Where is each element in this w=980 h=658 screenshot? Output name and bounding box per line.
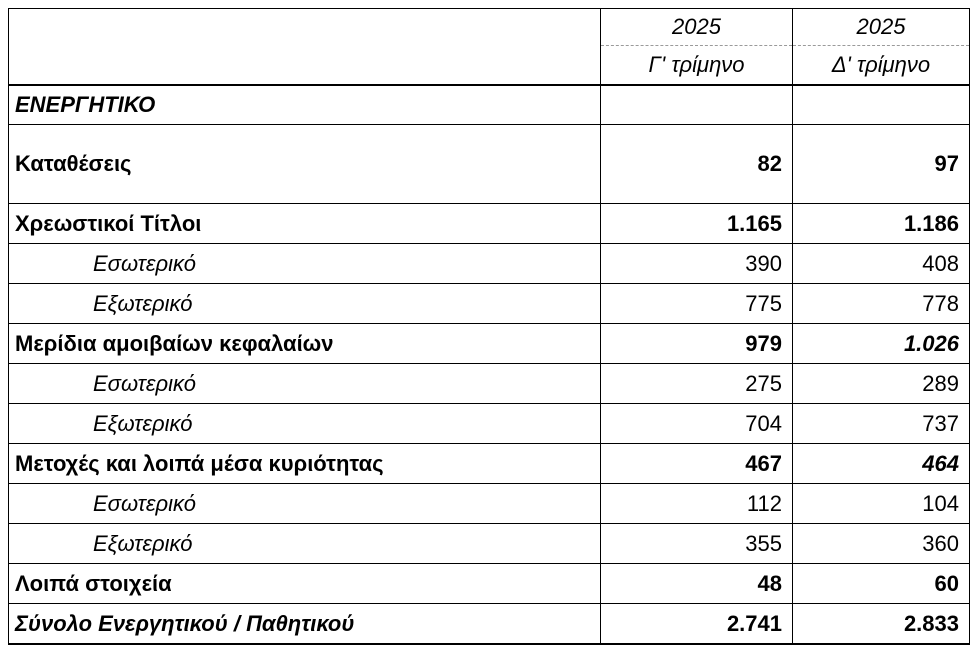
table-row xyxy=(9,324,970,364)
table-row xyxy=(9,524,970,564)
table-row xyxy=(9,244,970,284)
section-empty-q3 xyxy=(601,85,793,125)
section-title: ΕΝΕΡΓΗΤΙΚΟ xyxy=(9,85,601,125)
row-value-q4: 737 xyxy=(793,404,970,444)
row-value-q4: 104 xyxy=(793,484,970,524)
row-value-q4: 60 xyxy=(793,564,970,604)
total-row xyxy=(9,604,970,645)
table-row xyxy=(9,564,970,604)
section-row-assets xyxy=(9,85,970,125)
row-value-q4: 408 xyxy=(793,244,970,284)
row-label: Εσωτερικό xyxy=(9,364,601,404)
header-year-q3: 2025 xyxy=(601,9,793,46)
header-quarter-q3: Γ' τρίμηνο xyxy=(601,46,793,86)
table-row xyxy=(9,484,970,524)
header-row-year xyxy=(9,9,970,46)
row-value-q3: 275 xyxy=(601,364,793,404)
row-label: Εξωτερικό xyxy=(9,404,601,444)
table-row xyxy=(9,284,970,324)
balance-sheet-table-container xyxy=(8,8,970,645)
row-value-q3: 355 xyxy=(601,524,793,564)
total-label: Σύνολο Ενεργητικού / Παθητικού xyxy=(9,604,601,645)
row-label: Εξωτερικό xyxy=(9,524,601,564)
row-label: Καταθέσεις xyxy=(9,125,601,204)
row-value-q4: 360 xyxy=(793,524,970,564)
row-value-q3: 979 xyxy=(601,324,793,364)
row-label: Εσωτερικό xyxy=(9,484,601,524)
table-row xyxy=(9,125,970,204)
header-year-q4: 2025 xyxy=(793,9,970,46)
row-value-q4: 97 xyxy=(793,125,970,204)
total-value-q3: 2.741 xyxy=(601,604,793,645)
row-label: Λοιπά στοιχεία xyxy=(9,564,601,604)
row-value-q4: 464 xyxy=(793,444,970,484)
row-value-q3: 112 xyxy=(601,484,793,524)
section-empty-q4 xyxy=(793,85,970,125)
balance-sheet-table xyxy=(8,8,970,645)
header-quarter-q4: Δ' τρίμηνο xyxy=(793,46,970,86)
row-label: Μετοχές και λοιπά μέσα κυριότητας xyxy=(9,444,601,484)
table-row xyxy=(9,364,970,404)
row-value-q3: 775 xyxy=(601,284,793,324)
row-value-q3: 48 xyxy=(601,564,793,604)
row-value-q3: 704 xyxy=(601,404,793,444)
table-row xyxy=(9,204,970,244)
header-corner-cell xyxy=(9,9,601,86)
row-value-q3: 1.165 xyxy=(601,204,793,244)
table-row xyxy=(9,444,970,484)
row-value-q4: 1.026 xyxy=(793,324,970,364)
row-label: Εσωτερικό xyxy=(9,244,601,284)
row-value-q4: 289 xyxy=(793,364,970,404)
row-value-q3: 82 xyxy=(601,125,793,204)
row-value-q4: 778 xyxy=(793,284,970,324)
table-row xyxy=(9,404,970,444)
row-value-q4: 1.186 xyxy=(793,204,970,244)
row-value-q3: 390 xyxy=(601,244,793,284)
row-label: Χρεωστικοί Τίτλοι xyxy=(9,204,601,244)
row-label: Μερίδια αμοιβαίων κεφαλαίων xyxy=(9,324,601,364)
row-label: Εξωτερικό xyxy=(9,284,601,324)
total-value-q4: 2.833 xyxy=(793,604,970,645)
row-value-q3: 467 xyxy=(601,444,793,484)
